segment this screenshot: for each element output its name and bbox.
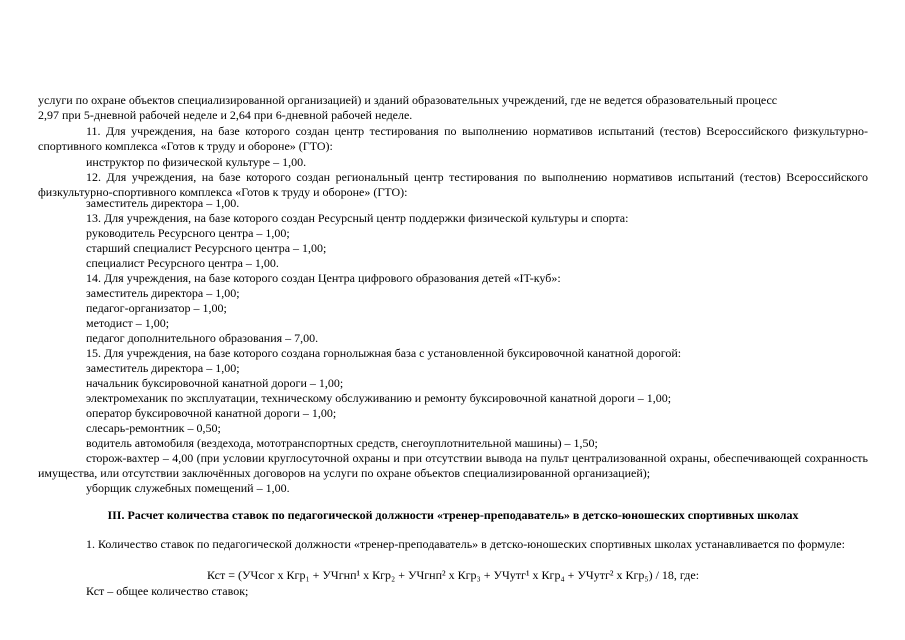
list-item: специалист Ресурсного центра – 1,00. <box>86 256 279 270</box>
list-item: электромеханик по эксплуатации, техническому обслуживанию и ремонту буксировочной канатной дороги – 1,00; <box>86 391 672 405</box>
list-item: заместитель директора – 1,00; <box>86 286 240 300</box>
list-item: сторож-вахтер – 4,00 (при условии круглосуточной охраны и при отсутствии вывода на пульт централизованной охраны, обеспечивающей сохранность имущества, или отсутствии заключённых договоров на услуги по охране объектов специализированной организацией); <box>38 451 868 480</box>
list-item: оператор буксировочной канатной дороги – 1,00; <box>86 406 337 420</box>
list-item: начальник буксировочной канатной дороги – 1,00; <box>86 376 344 390</box>
text-line: 2,97 при 5-дневной рабочей неделе и 2,64 при 6-дневной рабочей неделе. <box>38 108 413 122</box>
section-heading: III. Расчет количества ставок по педагогической должности «тренер-преподаватель» в детско-юношеских спортивных школах <box>107 508 799 522</box>
list-item: инструктор по физической культуре – 1,00. <box>86 155 307 169</box>
list-item: слесарь-ремонтник – 0,50; <box>86 421 221 435</box>
list-item: уборщик служебных помещений – 1,00. <box>86 481 290 495</box>
definition-line: Кст – общее количество ставок; <box>86 584 249 598</box>
paragraph-11: 11. Для учреждения, на базе которого создан центр тестирования по выполнению нормативов испытаний (тестов) Всероссийского физкультурно-спортивного комплекса «Готов к труду и обороне» (ГТО): <box>38 124 868 153</box>
paragraph-14: 14. Для учреждения, на базе которого создан Центра цифрового образования детей «IT-куб»: <box>86 271 561 285</box>
section-paragraph: 1. Количество ставок по педагогической должности «тренер-преподаватель» в детско-юношеских спортивных школах устанавливается по формуле: <box>86 537 845 551</box>
list-item: старший специалист Ресурсного центра – 1,00; <box>86 241 327 255</box>
list-item: водитель автомобиля (вездехода, мототранспортных средств, снегоуплотнительной машины) – 1,50; <box>86 436 598 450</box>
paragraph-13: 13. Для учреждения, на базе которого создан Ресурсный центр поддержки физической культуры и спорта: <box>86 211 629 225</box>
list-item: заместитель директора – 1,00. <box>86 196 240 210</box>
list-item: заместитель директора – 1,00; <box>86 361 240 375</box>
list-item: руководитель Ресурсного центра – 1,00; <box>86 226 290 240</box>
text-line: услуги по охране объектов специализированной организацией) и зданий образовательных учреждений, где не ведется образовательный процесс <box>38 93 778 107</box>
paragraph-15: 15. Для учреждения, на базе которого создана горнолыжная база с установленной буксировочной канатной дорогой: <box>86 346 682 360</box>
list-item: методист – 1,00; <box>86 316 170 330</box>
formula: Кст = (УЧсог х Кгр₁ + УЧгнп¹ х Кгр₂ + УЧгнп² х Кгр₃ + УЧутг¹ х Кгр₄ + УЧутг² х Кгр₅) / 18, где: <box>206 568 700 582</box>
paragraph-12: 12. Для учреждения, на базе которого создан региональный центр тестирования по выполнению нормативов испытаний (тестов) Всероссийского физкультурно-спортивного комплекса «Готов к труду и обороне» (ГТО): <box>38 170 868 199</box>
list-item: педагог-организатор – 1,00; <box>86 301 227 315</box>
list-item: педагог дополнительного образования – 7,00. <box>86 331 319 345</box>
